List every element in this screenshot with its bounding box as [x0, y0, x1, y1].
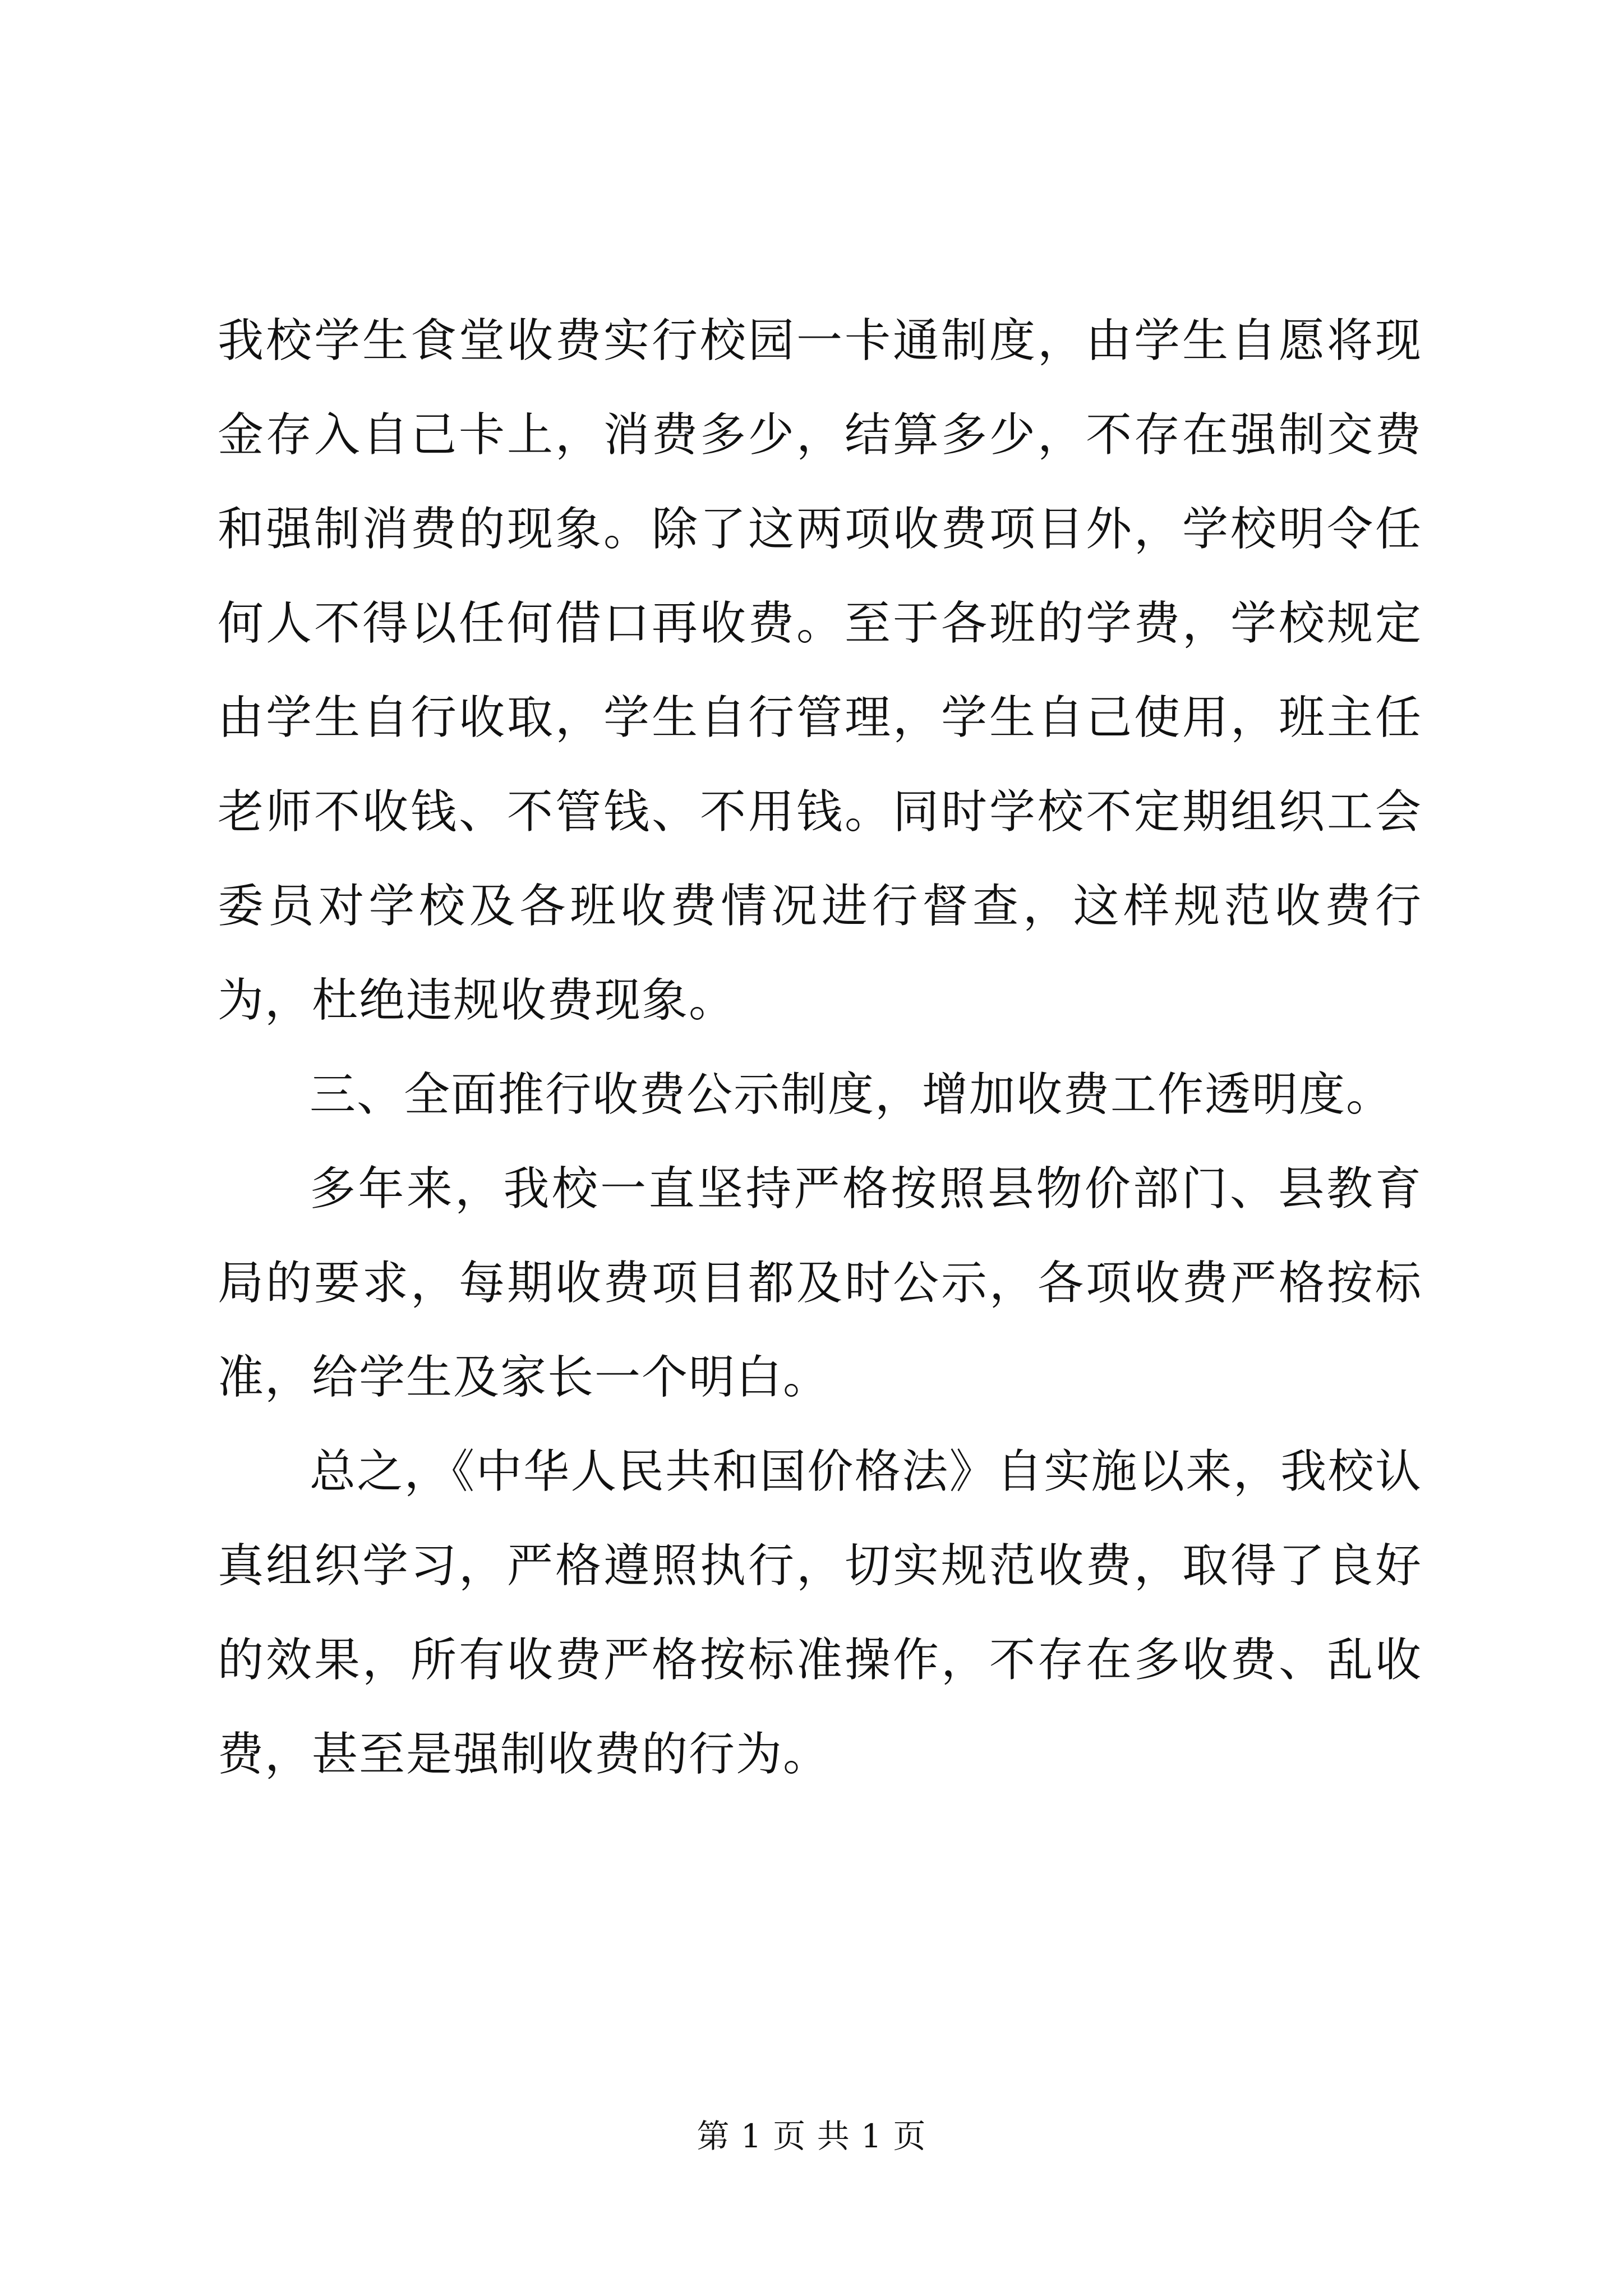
- page-footer: 第 1 页 共 1 页: [697, 2117, 926, 2155]
- paragraph-canteen-fees: 我校学生食堂收费实行校园一卡通制度，由学生自愿将现金存入自己卡上，消费多少，结算多少，不存在强制交费和强制消费的现象。除了这两项收费项目外，学校明令任何人不得以任何借口再收费。至于各班的学费，学校规定由学生自行收取，学生自行管理，学生自己使用，班主任老师不收钱、不管钱、不用钱。同时学校不定期组织工会委员对学校及各班收费情况进行督查，这样规范收费行为，杜绝违规收费现象。: [218, 314, 1422, 1027]
- paragraph-conclusion: 总之，《中华人民共和国价格法》自实施以来，我校认真组织学习，严格遵照执行，切实规范收费，取得了良好的效果，所有收费严格按标准操作，不存在多收费、乱收费，甚至是强制收费的行为。: [218, 1445, 1422, 1781]
- section-heading-fee-disclosure: 三、全面推行收费公示制度，增加收费工作透明度。: [310, 1068, 1394, 1121]
- paragraph-fee-publicity: 多年来，我校一直坚持严格按照县物价部门、县教育局的要求，每期收费项目都及时公示，各项收费严格按标准，给学生及家长一个明白。: [218, 1162, 1422, 1404]
- document-body: [218, 294, 1422, 1802]
